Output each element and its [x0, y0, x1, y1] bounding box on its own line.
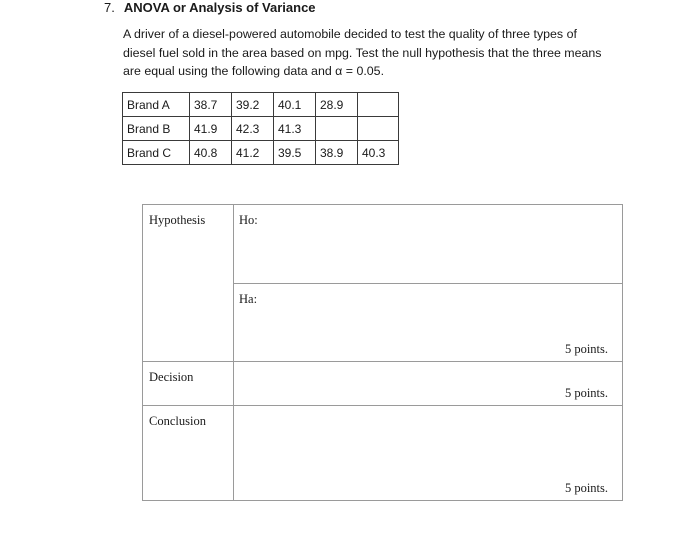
- question-line: are equal using the following data and α = 0.05.: [123, 64, 385, 78]
- data-cell: 41.2: [232, 141, 274, 165]
- row-label: Brand C: [123, 141, 190, 165]
- data-cell: 40.8: [190, 141, 232, 165]
- hypothesis-row-ha: [143, 284, 623, 362]
- table-row: [123, 93, 399, 117]
- data-cell: 39.2: [232, 93, 274, 117]
- question-line: diesel fuel sold in the area based on mpg. Test the null hypothesis that the three means: [123, 45, 602, 60]
- ha-label: Ha:: [239, 292, 258, 306]
- decision-answer-cell[interactable]: [234, 362, 623, 406]
- data-cell: 39.5: [274, 141, 316, 165]
- table-row: [123, 117, 399, 141]
- ho-answer-cell[interactable]: [234, 205, 623, 284]
- data-cell: 41.9: [190, 117, 232, 141]
- question-heading: [104, 0, 316, 15]
- data-cell: 38.7: [190, 93, 232, 117]
- decision-label: Decision: [143, 362, 234, 406]
- ha-answer-cell[interactable]: [234, 284, 623, 362]
- ho-label: Ho:: [239, 213, 258, 227]
- data-cell: 28.9: [316, 93, 358, 117]
- data-cell: 40.3: [358, 141, 399, 165]
- data-cell: 41.3: [274, 117, 316, 141]
- question-line: A driver of a diesel-powered automobile decided to test the quality of three types of: [123, 27, 577, 41]
- conclusion-row: [143, 406, 623, 501]
- hypothesis-row-ho: [143, 205, 623, 284]
- hypothesis-label: Hypothesis: [143, 205, 234, 284]
- decision-points: 5 points.: [564, 386, 608, 400]
- decision-row: [143, 362, 623, 406]
- table-row: [123, 141, 399, 165]
- conclusion-answer-cell[interactable]: [234, 406, 623, 501]
- data-cell: [316, 117, 358, 141]
- conclusion-points: 5 points.: [564, 481, 608, 495]
- mpg-data-table: [122, 92, 399, 165]
- hypothesis-points: 5 points.: [564, 342, 608, 356]
- data-cell: [358, 117, 399, 141]
- question-title: ANOVA or Analysis of Variance: [123, 0, 316, 15]
- question-text: [123, 25, 628, 81]
- hypothesis-label-continued: [143, 284, 234, 362]
- data-cell: 38.9: [316, 141, 358, 165]
- answer-table: [142, 204, 623, 501]
- data-cell: 42.3: [232, 117, 274, 141]
- conclusion-label: Conclusion: [143, 406, 234, 501]
- row-label: Brand A: [123, 93, 190, 117]
- data-cell: [358, 93, 399, 117]
- question-number: 7.: [104, 0, 115, 15]
- data-cell: 40.1: [274, 93, 316, 117]
- row-label: Brand B: [123, 117, 190, 141]
